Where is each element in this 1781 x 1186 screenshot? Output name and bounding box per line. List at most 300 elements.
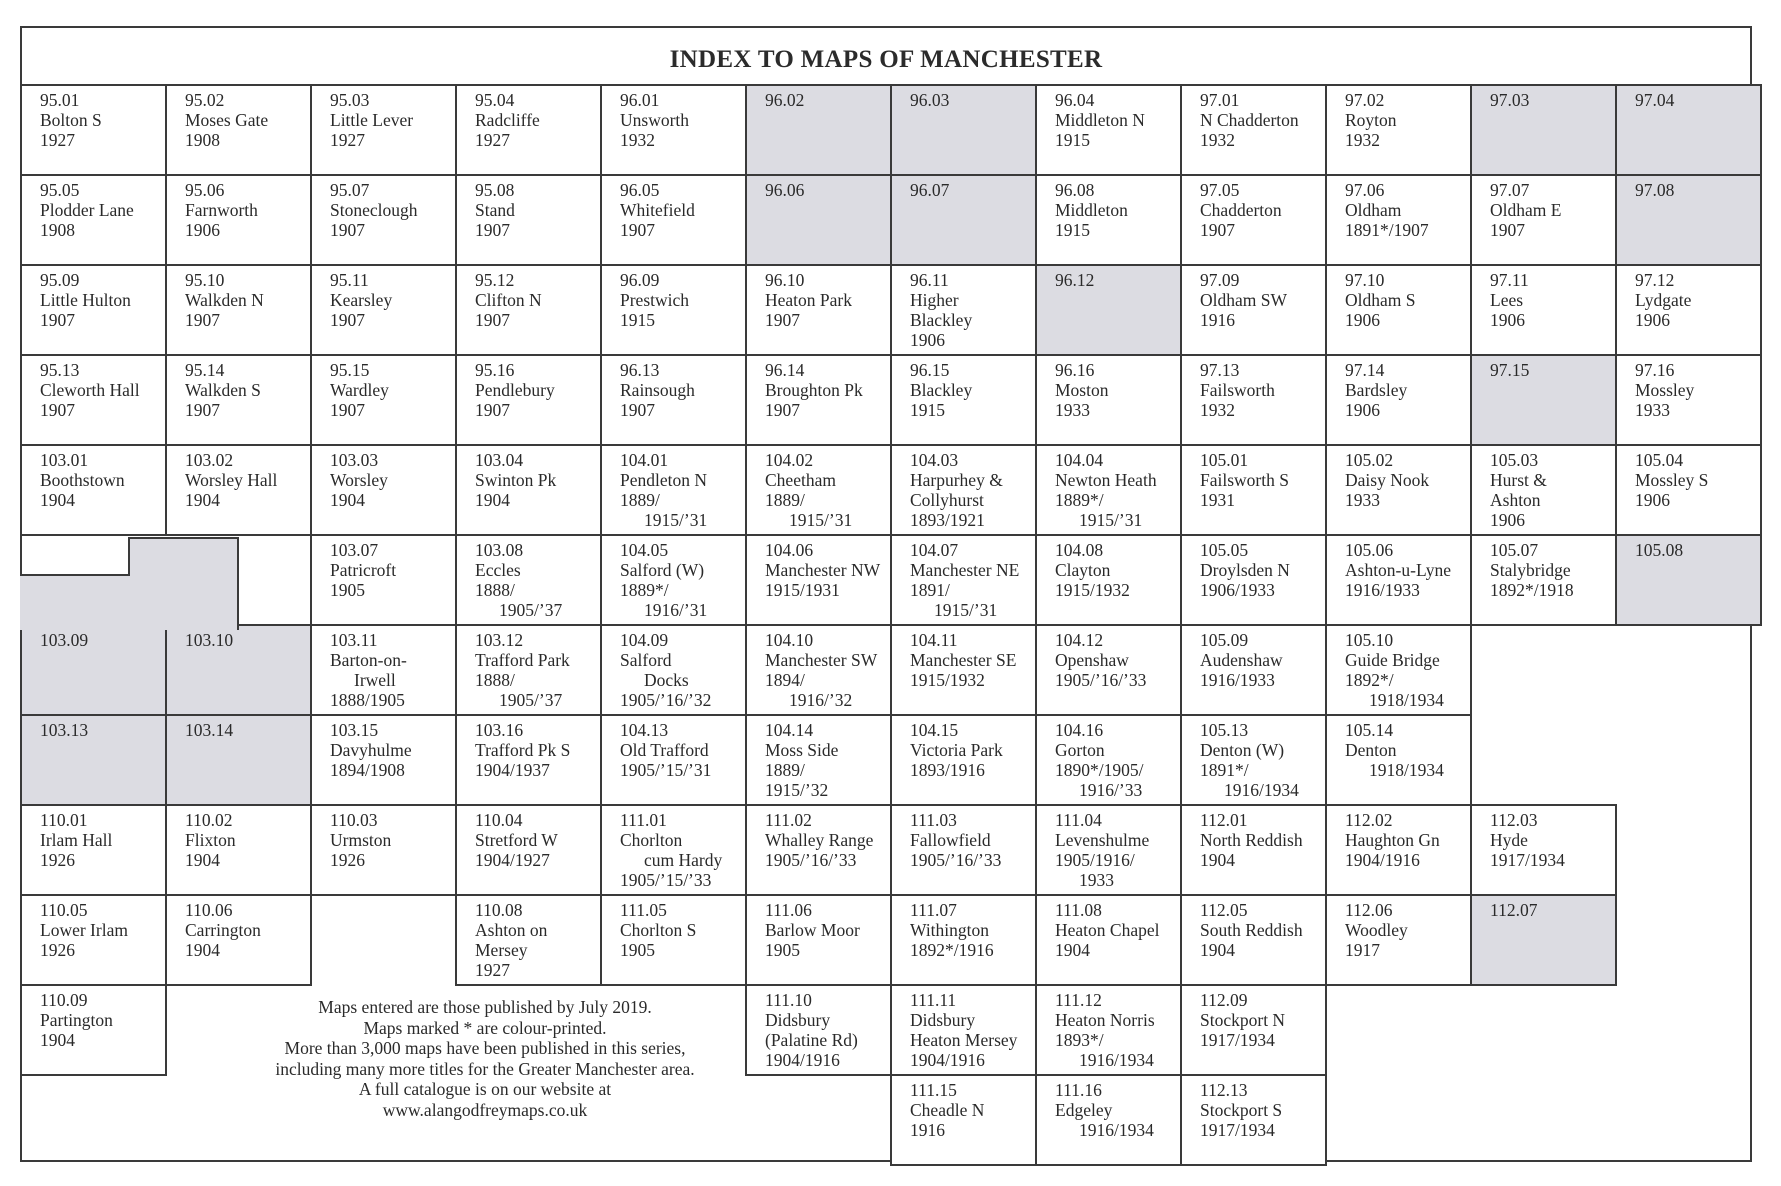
- map-name: Manchester NW: [765, 560, 881, 580]
- map-cell-97-15: [1470, 354, 1617, 446]
- map-cell-103-12: [455, 624, 602, 716]
- map-dates: 1906: [1345, 310, 1380, 330]
- map-dates: 1894/1908: [330, 760, 405, 780]
- map-dates: 1907: [40, 310, 75, 330]
- map-dates: 1904/1916: [765, 1050, 840, 1070]
- map-cell-97-04: [1615, 84, 1762, 176]
- map-name: 1889/: [765, 490, 805, 510]
- map-number: 104.14: [765, 720, 814, 740]
- map-number: 111.06: [765, 900, 812, 920]
- map-dates: 1915/’31: [644, 510, 708, 530]
- map-dates: 1932: [620, 130, 655, 150]
- map-number: 103.15: [330, 720, 379, 740]
- map-dates: 1893/1916: [910, 760, 985, 780]
- map-cell-104-05: [600, 534, 747, 626]
- map-name: Failsworth S: [1200, 470, 1289, 490]
- map-cell-111-03: [890, 804, 1037, 896]
- map-cell-110-08: [455, 894, 602, 986]
- map-number: 103.09: [40, 630, 89, 650]
- map-dates: 1906: [185, 220, 220, 240]
- map-cell-95-14: [165, 354, 312, 446]
- map-dates: 1915/’31: [789, 510, 853, 530]
- map-name: Oldham S: [1345, 290, 1416, 310]
- map-dates: 1915/1932: [910, 670, 985, 690]
- map-cell-112-09: [1180, 984, 1327, 1076]
- map-number: 97.13: [1200, 360, 1240, 380]
- map-name: Ashton-u-Lyne: [1345, 560, 1451, 580]
- map-cell-105-05: [1180, 534, 1327, 626]
- map-cell-110-05: [20, 894, 167, 986]
- map-cell-95-12: [455, 264, 602, 356]
- map-number: 96.16: [1055, 360, 1095, 380]
- map-dates: 1916/’33: [1079, 780, 1143, 800]
- map-name: Victoria Park: [910, 740, 1003, 760]
- map-number: 95.15: [330, 360, 370, 380]
- map-cell-103-09: [20, 624, 167, 716]
- map-number: 112.09: [1200, 990, 1248, 1010]
- map-number: 95.11: [330, 270, 369, 290]
- map-number: 105.06: [1345, 540, 1394, 560]
- map-name: Oldham E: [1490, 200, 1562, 220]
- map-name: Manchester NE: [910, 560, 1020, 580]
- map-number: 103.08: [475, 540, 524, 560]
- map-number: 104.07: [910, 540, 959, 560]
- map-dates: 1906: [1635, 490, 1670, 510]
- map-name: Broughton Pk: [765, 380, 863, 400]
- map-dates: 1892*/1918: [1490, 580, 1574, 600]
- map-number: 97.10: [1345, 270, 1385, 290]
- map-name: Failsworth: [1200, 380, 1275, 400]
- map-cell-96-14: [745, 354, 892, 446]
- map-number: 112.07: [1490, 900, 1538, 920]
- map-name: Radcliffe: [475, 110, 540, 130]
- map-name: Kearsley: [330, 290, 393, 310]
- map-name: 1888/: [475, 580, 515, 600]
- map-name: Cheadle N: [910, 1100, 985, 1120]
- map-name: Daisy Nook: [1345, 470, 1430, 490]
- map-number: 103.13: [40, 720, 89, 740]
- map-name: Salford: [620, 650, 672, 670]
- map-cell-103-07: [310, 534, 457, 626]
- map-cell-105-06: [1325, 534, 1472, 626]
- map-number: 110.01: [40, 810, 88, 830]
- map-name: 1893*/: [1055, 1030, 1104, 1050]
- map-dates: 1907: [330, 310, 365, 330]
- map-cell-112-13: [1180, 1074, 1327, 1166]
- map-name: Flixton: [185, 830, 236, 850]
- map-name: 1894/: [765, 670, 805, 690]
- map-number: 112.13: [1200, 1080, 1248, 1100]
- map-name: Mersey: [475, 940, 528, 960]
- map-name: Pendlebury: [475, 380, 555, 400]
- map-cell-96-09: [600, 264, 747, 356]
- footnote-line: A full catalogue is on our website at: [358, 1079, 612, 1099]
- map-name: Lydgate: [1635, 290, 1692, 310]
- map-number: 104.16: [1055, 720, 1104, 740]
- map-dates: 1891*/1907: [1345, 220, 1429, 240]
- map-dates: 1905/’16/’33: [910, 850, 1002, 870]
- map-dates: 1904: [475, 490, 510, 510]
- map-number: 111.03: [910, 810, 957, 830]
- map-number: 111.16: [1055, 1080, 1102, 1100]
- map-number: 95.07: [330, 180, 370, 200]
- map-name: Blackley: [910, 310, 973, 330]
- map-number: 97.01: [1200, 90, 1240, 110]
- map-dates: 1916/1934: [1079, 1050, 1154, 1070]
- map-name: Partington: [40, 1010, 113, 1030]
- map-cell-96-16: [1035, 354, 1182, 446]
- map-name: Lower Irlam: [40, 920, 128, 940]
- map-number: 95.06: [185, 180, 225, 200]
- map-number: 103.01: [40, 450, 89, 470]
- map-dates: 1904: [1200, 940, 1235, 960]
- map-name: Clifton N: [475, 290, 542, 310]
- shaded-block: [20, 574, 239, 630]
- map-cell-95-13: [20, 354, 167, 446]
- map-dates: 1916/1933: [1345, 580, 1420, 600]
- map-dates: 1916/1933: [1200, 670, 1275, 690]
- map-cell-97-08: [1615, 174, 1762, 266]
- map-name: Didsbury: [765, 1010, 831, 1030]
- map-name: Cheetham: [765, 470, 836, 490]
- map-dates: 1905/’16/’33: [765, 850, 857, 870]
- map-dates: 1907: [620, 400, 655, 420]
- map-dates: 1915/’32: [765, 780, 829, 800]
- map-number: 103.10: [185, 630, 234, 650]
- map-dates: 1904/1916: [1345, 850, 1420, 870]
- map-cell-103-03: [310, 444, 457, 536]
- map-name: Audenshaw: [1200, 650, 1283, 670]
- map-cell-96-01: [600, 84, 747, 176]
- map-number: 111.01: [620, 810, 667, 830]
- map-name: Moston: [1055, 380, 1109, 400]
- map-cell-97-03: [1470, 84, 1617, 176]
- map-number: 95.08: [475, 180, 515, 200]
- map-number: 96.05: [620, 180, 660, 200]
- map-name: Openshaw: [1055, 650, 1129, 670]
- map-dates: 1906: [1345, 400, 1380, 420]
- map-number: 110.09: [40, 990, 88, 1010]
- map-dates: 1916/1934: [1224, 780, 1299, 800]
- map-name: Fallowfield: [910, 830, 991, 850]
- map-cell-110-02: [165, 804, 312, 896]
- map-name: Wardley: [330, 380, 389, 400]
- map-dates: 1927: [40, 130, 75, 150]
- map-name: Farnworth: [185, 200, 258, 220]
- map-name: Stalybridge: [1490, 560, 1571, 580]
- map-dates: 1904/1937: [475, 760, 550, 780]
- map-name: Ashton on: [475, 920, 548, 940]
- map-dates: 1916: [1200, 310, 1235, 330]
- map-number: 97.04: [1635, 90, 1675, 110]
- map-dates: 1917: [1345, 940, 1380, 960]
- map-number: 96.02: [765, 90, 805, 110]
- map-name: cum Hardy: [644, 850, 723, 870]
- map-name: 1889*/: [1055, 490, 1104, 510]
- map-name: Pendleton N: [620, 470, 708, 490]
- map-dates: 1893/1921: [910, 510, 985, 530]
- map-number: 95.05: [40, 180, 80, 200]
- map-name: Chadderton: [1200, 200, 1282, 220]
- shaded-block-step: [128, 537, 239, 576]
- map-number: 95.13: [40, 360, 80, 380]
- map-name: Stand: [475, 200, 515, 220]
- map-dates: 1907: [40, 400, 75, 420]
- map-number: 104.12: [1055, 630, 1104, 650]
- map-dates: 1907: [330, 400, 365, 420]
- map-cell-103-13: [20, 714, 167, 806]
- map-name: Bolton S: [40, 110, 102, 130]
- map-cell-103-01: [20, 444, 167, 536]
- map-cell-112-01: [1180, 804, 1327, 896]
- map-number: 104.11: [910, 630, 958, 650]
- map-name: Middleton: [1055, 200, 1128, 220]
- map-number: 111.02: [765, 810, 812, 830]
- map-name: Oldham SW: [1200, 290, 1288, 310]
- map-number: 104.02: [765, 450, 814, 470]
- map-name: Oldham: [1345, 200, 1402, 220]
- map-cell-97-16: [1615, 354, 1762, 446]
- map-cell-95-02: [165, 84, 312, 176]
- map-number: 103.14: [185, 720, 234, 740]
- map-dates: 1932: [1200, 400, 1235, 420]
- map-dates: 1907: [620, 220, 655, 240]
- map-name: Royton: [1345, 110, 1397, 130]
- map-number: 104.10: [765, 630, 814, 650]
- map-number: 112.01: [1200, 810, 1248, 830]
- map-number: 110.02: [185, 810, 233, 830]
- map-name: Swinton Pk: [475, 470, 557, 490]
- map-number: 97.02: [1345, 90, 1385, 110]
- map-number: 95.04: [475, 90, 515, 110]
- map-number: 95.03: [330, 90, 370, 110]
- map-number: 105.14: [1345, 720, 1394, 740]
- map-number: 110.04: [475, 810, 523, 830]
- map-name: Little Lever: [330, 110, 414, 130]
- map-name: 1889/: [765, 760, 805, 780]
- map-number: 103.12: [475, 630, 524, 650]
- map-name: Moses Gate: [185, 110, 269, 130]
- map-number: 105.10: [1345, 630, 1394, 650]
- map-name: Manchester SW: [765, 650, 878, 670]
- map-name: Mossley: [1635, 380, 1695, 400]
- map-name: Woodley: [1345, 920, 1408, 940]
- map-dates: 1908: [40, 220, 75, 240]
- map-name: Lees: [1490, 290, 1524, 310]
- map-cell-110-01: [20, 804, 167, 896]
- map-cell-95-09: [20, 264, 167, 356]
- footnote-line: including many more titles for the Greater Manchester area.: [275, 1058, 695, 1079]
- map-cell-111-01: [600, 804, 747, 896]
- map-number: 105.09: [1200, 630, 1249, 650]
- map-cell-111-11: [890, 984, 1037, 1076]
- map-number: 105.03: [1490, 450, 1539, 470]
- map-dates: 1915: [1055, 130, 1090, 150]
- map-name: Denton: [1345, 740, 1397, 760]
- map-cell-105-08: [1615, 534, 1762, 626]
- map-name: Levenshulme: [1055, 830, 1150, 850]
- map-name: Didsbury: [910, 1010, 976, 1030]
- map-cell-105-10: [1325, 624, 1472, 716]
- map-dates: 1904: [1200, 850, 1235, 870]
- map-number: 95.02: [185, 90, 225, 110]
- map-dates: 1906: [1635, 310, 1670, 330]
- map-cell-110-03: [310, 804, 457, 896]
- map-dates: 1927: [475, 960, 510, 980]
- map-dates: 1915/’31: [934, 600, 998, 620]
- map-name: Heaton Mersey: [910, 1030, 1018, 1050]
- map-cell-105-03: [1470, 444, 1617, 536]
- map-cell-104-11: [890, 624, 1037, 716]
- map-number: 96.14: [765, 360, 805, 380]
- map-number: 96.09: [620, 270, 660, 290]
- map-number: 104.09: [620, 630, 669, 650]
- map-cell-112-05: [1180, 894, 1327, 986]
- map-dates: 1892*/1916: [910, 940, 994, 960]
- map-cell-103-14: [165, 714, 312, 806]
- map-name: 1888/: [475, 670, 515, 690]
- map-cell-104-02: [745, 444, 892, 536]
- map-dates: 1904: [185, 940, 220, 960]
- map-dates: 1916: [910, 1120, 945, 1140]
- map-number: 95.09: [40, 270, 80, 290]
- map-name: Salford (W): [620, 560, 705, 580]
- map-cell-97-06: [1325, 174, 1472, 266]
- map-number: 110.08: [475, 900, 523, 920]
- map-dates: 1905/’15/’31: [620, 760, 712, 780]
- map-cell-95-04: [455, 84, 602, 176]
- map-dates: 1906: [910, 330, 945, 350]
- map-name: Droylsden N: [1200, 560, 1290, 580]
- map-name: South Reddish: [1200, 920, 1303, 940]
- map-number: 104.15: [910, 720, 959, 740]
- map-dates: 1915/’31: [1079, 510, 1143, 530]
- map-dates: 1907: [765, 400, 800, 420]
- map-cell-103-16: [455, 714, 602, 806]
- map-number: 97.07: [1490, 180, 1530, 200]
- map-dates: 1926: [40, 850, 75, 870]
- map-dates: 1932: [1200, 130, 1235, 150]
- map-name: 1891/: [910, 580, 950, 600]
- map-number: 104.05: [620, 540, 669, 560]
- map-dates: 1933: [1079, 870, 1114, 890]
- map-name: Hyde: [1490, 830, 1528, 850]
- map-number: 97.15: [1490, 360, 1530, 380]
- map-number: 95.14: [185, 360, 225, 380]
- map-cell-95-05: [20, 174, 167, 266]
- map-name: Boothstown: [40, 470, 125, 490]
- map-cell-104-10: [745, 624, 892, 716]
- map-cell-104-14: [745, 714, 892, 806]
- map-number: 105.02: [1345, 450, 1394, 470]
- map-dates: 1926: [330, 850, 365, 870]
- map-cell-95-16: [455, 354, 602, 446]
- map-dates: 1905: [330, 580, 365, 600]
- map-cell-111-07: [890, 894, 1037, 986]
- map-dates: 1906: [1490, 310, 1525, 330]
- map-cell-103-08: [455, 534, 602, 626]
- page-title: INDEX TO MAPS OF MANCHESTER: [669, 46, 1103, 73]
- map-name: Whitefield: [620, 200, 695, 220]
- map-dates: 1907: [185, 400, 220, 420]
- map-dates: 1917/1934: [1200, 1030, 1275, 1050]
- map-dates: 1905/’16/’32: [620, 690, 712, 710]
- map-dates: 1916/1934: [1079, 1120, 1154, 1140]
- map-number: 97.09: [1200, 270, 1240, 290]
- map-name: Stretford W: [475, 830, 558, 850]
- map-number: 97.11: [1490, 270, 1529, 290]
- map-number: 110.06: [185, 900, 233, 920]
- map-name: North Reddish: [1200, 830, 1303, 850]
- map-number: 111.10: [765, 990, 812, 1010]
- website-link[interactable]: www.alangodfreymaps.co.uk: [382, 1099, 588, 1120]
- map-dates: 1907: [1490, 220, 1525, 240]
- map-dates: 1907: [765, 310, 800, 330]
- map-cell-104-08: [1035, 534, 1182, 626]
- map-cell-112-02: [1325, 804, 1472, 896]
- map-name: Gorton: [1055, 740, 1105, 760]
- map-cell-95-06: [165, 174, 312, 266]
- footnote-line: Maps marked * are colour-printed.: [363, 1017, 607, 1038]
- map-dates: 1904: [330, 490, 365, 510]
- map-number: 111.12: [1055, 990, 1102, 1010]
- map-dates: 1927: [330, 130, 365, 150]
- map-number: 97.08: [1635, 180, 1675, 200]
- map-number: 104.13: [620, 720, 669, 740]
- map-dates: 1918/1934: [1369, 690, 1444, 710]
- map-cell-97-02: [1325, 84, 1472, 176]
- map-name: Barton-on-: [330, 650, 407, 670]
- map-dates: 1907: [330, 220, 365, 240]
- map-name: 1892*/: [1345, 670, 1394, 690]
- map-number: 104.01: [620, 450, 669, 470]
- map-name: Chorlton S: [620, 920, 697, 940]
- map-number: 97.03: [1490, 90, 1530, 110]
- map-number: 111.11: [910, 990, 957, 1010]
- map-cell-96-08: [1035, 174, 1182, 266]
- map-dates: 1908: [185, 130, 220, 150]
- map-dates: 1904: [1055, 940, 1090, 960]
- map-number: 105.05: [1200, 540, 1249, 560]
- map-name: Collyhurst: [910, 490, 984, 510]
- map-cell-103-02: [165, 444, 312, 536]
- map-dates: 1933: [1055, 400, 1090, 420]
- map-dates: 1917/1934: [1490, 850, 1565, 870]
- map-number: 105.01: [1200, 450, 1249, 470]
- map-dates: 1905/’37: [499, 600, 563, 620]
- map-number: 111.15: [910, 1080, 957, 1100]
- map-cell-96-15: [890, 354, 1037, 446]
- map-name: Moss Side: [765, 740, 839, 760]
- map-cell-104-04: [1035, 444, 1182, 536]
- map-cell-104-16: [1035, 714, 1182, 806]
- map-cell-104-09: [600, 624, 747, 716]
- map-cell-110-09: [20, 984, 167, 1076]
- map-dates: 1905/’37: [499, 690, 563, 710]
- map-cell-103-04: [455, 444, 602, 536]
- map-name: Clayton: [1055, 560, 1111, 580]
- map-dates: 1904: [185, 850, 220, 870]
- map-cell-96-03: [890, 84, 1037, 176]
- map-number: 112.05: [1200, 900, 1248, 920]
- map-number: 104.03: [910, 450, 959, 470]
- map-name: Haughton Gn: [1345, 830, 1440, 850]
- map-name: Prestwich: [620, 290, 690, 310]
- map-number: 96.03: [910, 90, 950, 110]
- map-name: Barlow Moor: [765, 920, 860, 940]
- map-cell-111-12: [1035, 984, 1182, 1076]
- map-number: 96.15: [910, 360, 950, 380]
